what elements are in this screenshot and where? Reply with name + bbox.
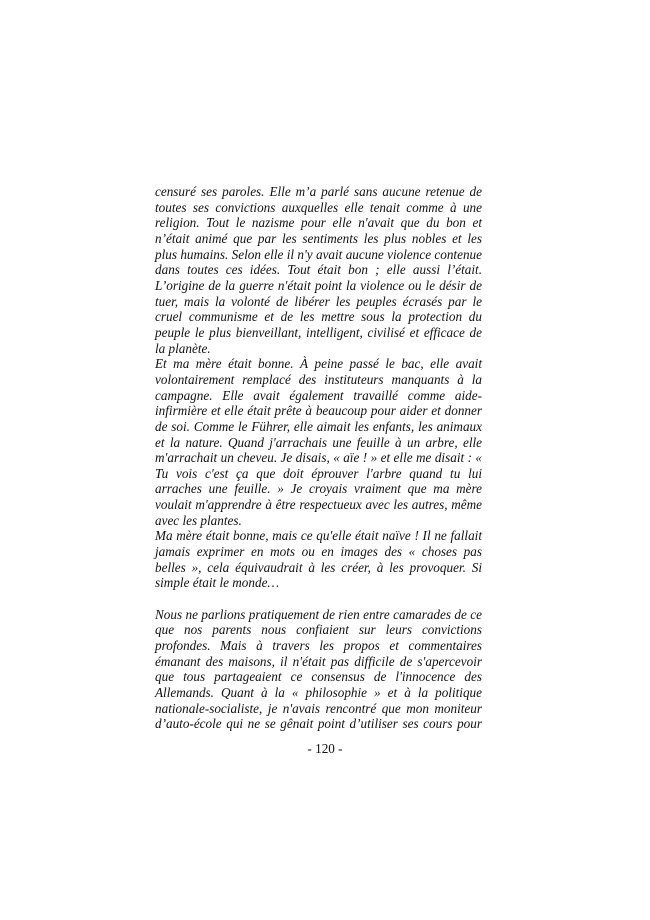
body-text	[155, 184, 482, 732]
paragraph-3: Ma mère était bonne, mais ce qu'elle était naïve ! Il ne fallait jamais exprimer en mots ou en images des « choses pas belles », cela équivaudrait à les créer, à les provoquer. Si simple était le monde…	[155, 528, 482, 591]
paragraph-2: Et ma mère était bonne. À peine passé le bac, elle avait volontairement remplacé des instituteurs manquants à la campagne. Elle avait également travaillé comme aide-infirmière et elle était prête à beaucoup pour aider et donner de soi. Comme le Führer, elle aimait les enfants, les animaux et la nature. Quand j'arrachais une feuille à un arbre, elle m'arrachait un cheveu. Je disais, « aïe ! » et elle me disait : « Tu vois c'est ça que doit éprouver l'arbre quand tu lui arraches une feuille. » Je croyais vraiment que ma mère voulait m'apprendre à être respectueux avec les autres, même avec les plantes.	[155, 356, 482, 528]
paragraph-1: censuré ses paroles. Elle m’a parlé sans aucune retenue de toutes ses convictions auxquelles elle tenait comme à une religion. Tout le nazisme pour elle n'avait que du bon et n’était animé que par les sentiments les plus nobles et les plus humains. Selon elle il n'y avait aucune violence contenue dans toutes ces idées. Tout était bon ; elle aussi l’était. L’origine de la guerre n'était point la violence ou le désir de tuer, mais la volonté de libérer les peuples écrasés par le cruel communisme et de les mettre sous la protection du peuple le plus bienveillant, intelligent, civilisé et efficace de la planète.	[155, 184, 482, 356]
paragraph-spacer	[155, 591, 482, 607]
paragraph-4: Nous ne parlions pratiquement de rien entre camarades de ce que nos parents nous confiaient sur leurs convictions profondes. Mais à travers les propos et commentaires émanant des maisons, il n'était pas difficile de s'apercevoir que tous partageaient ce consensus de l'innocence des Allemands. Quant à la « philosophie » et à la politique nationale-socialiste, je n'avais rencontré que mon moniteur d’auto-école qui ne se gênait point d’utiliser ses cours pour	[155, 606, 482, 732]
page-number: - 120 -	[307, 741, 343, 756]
